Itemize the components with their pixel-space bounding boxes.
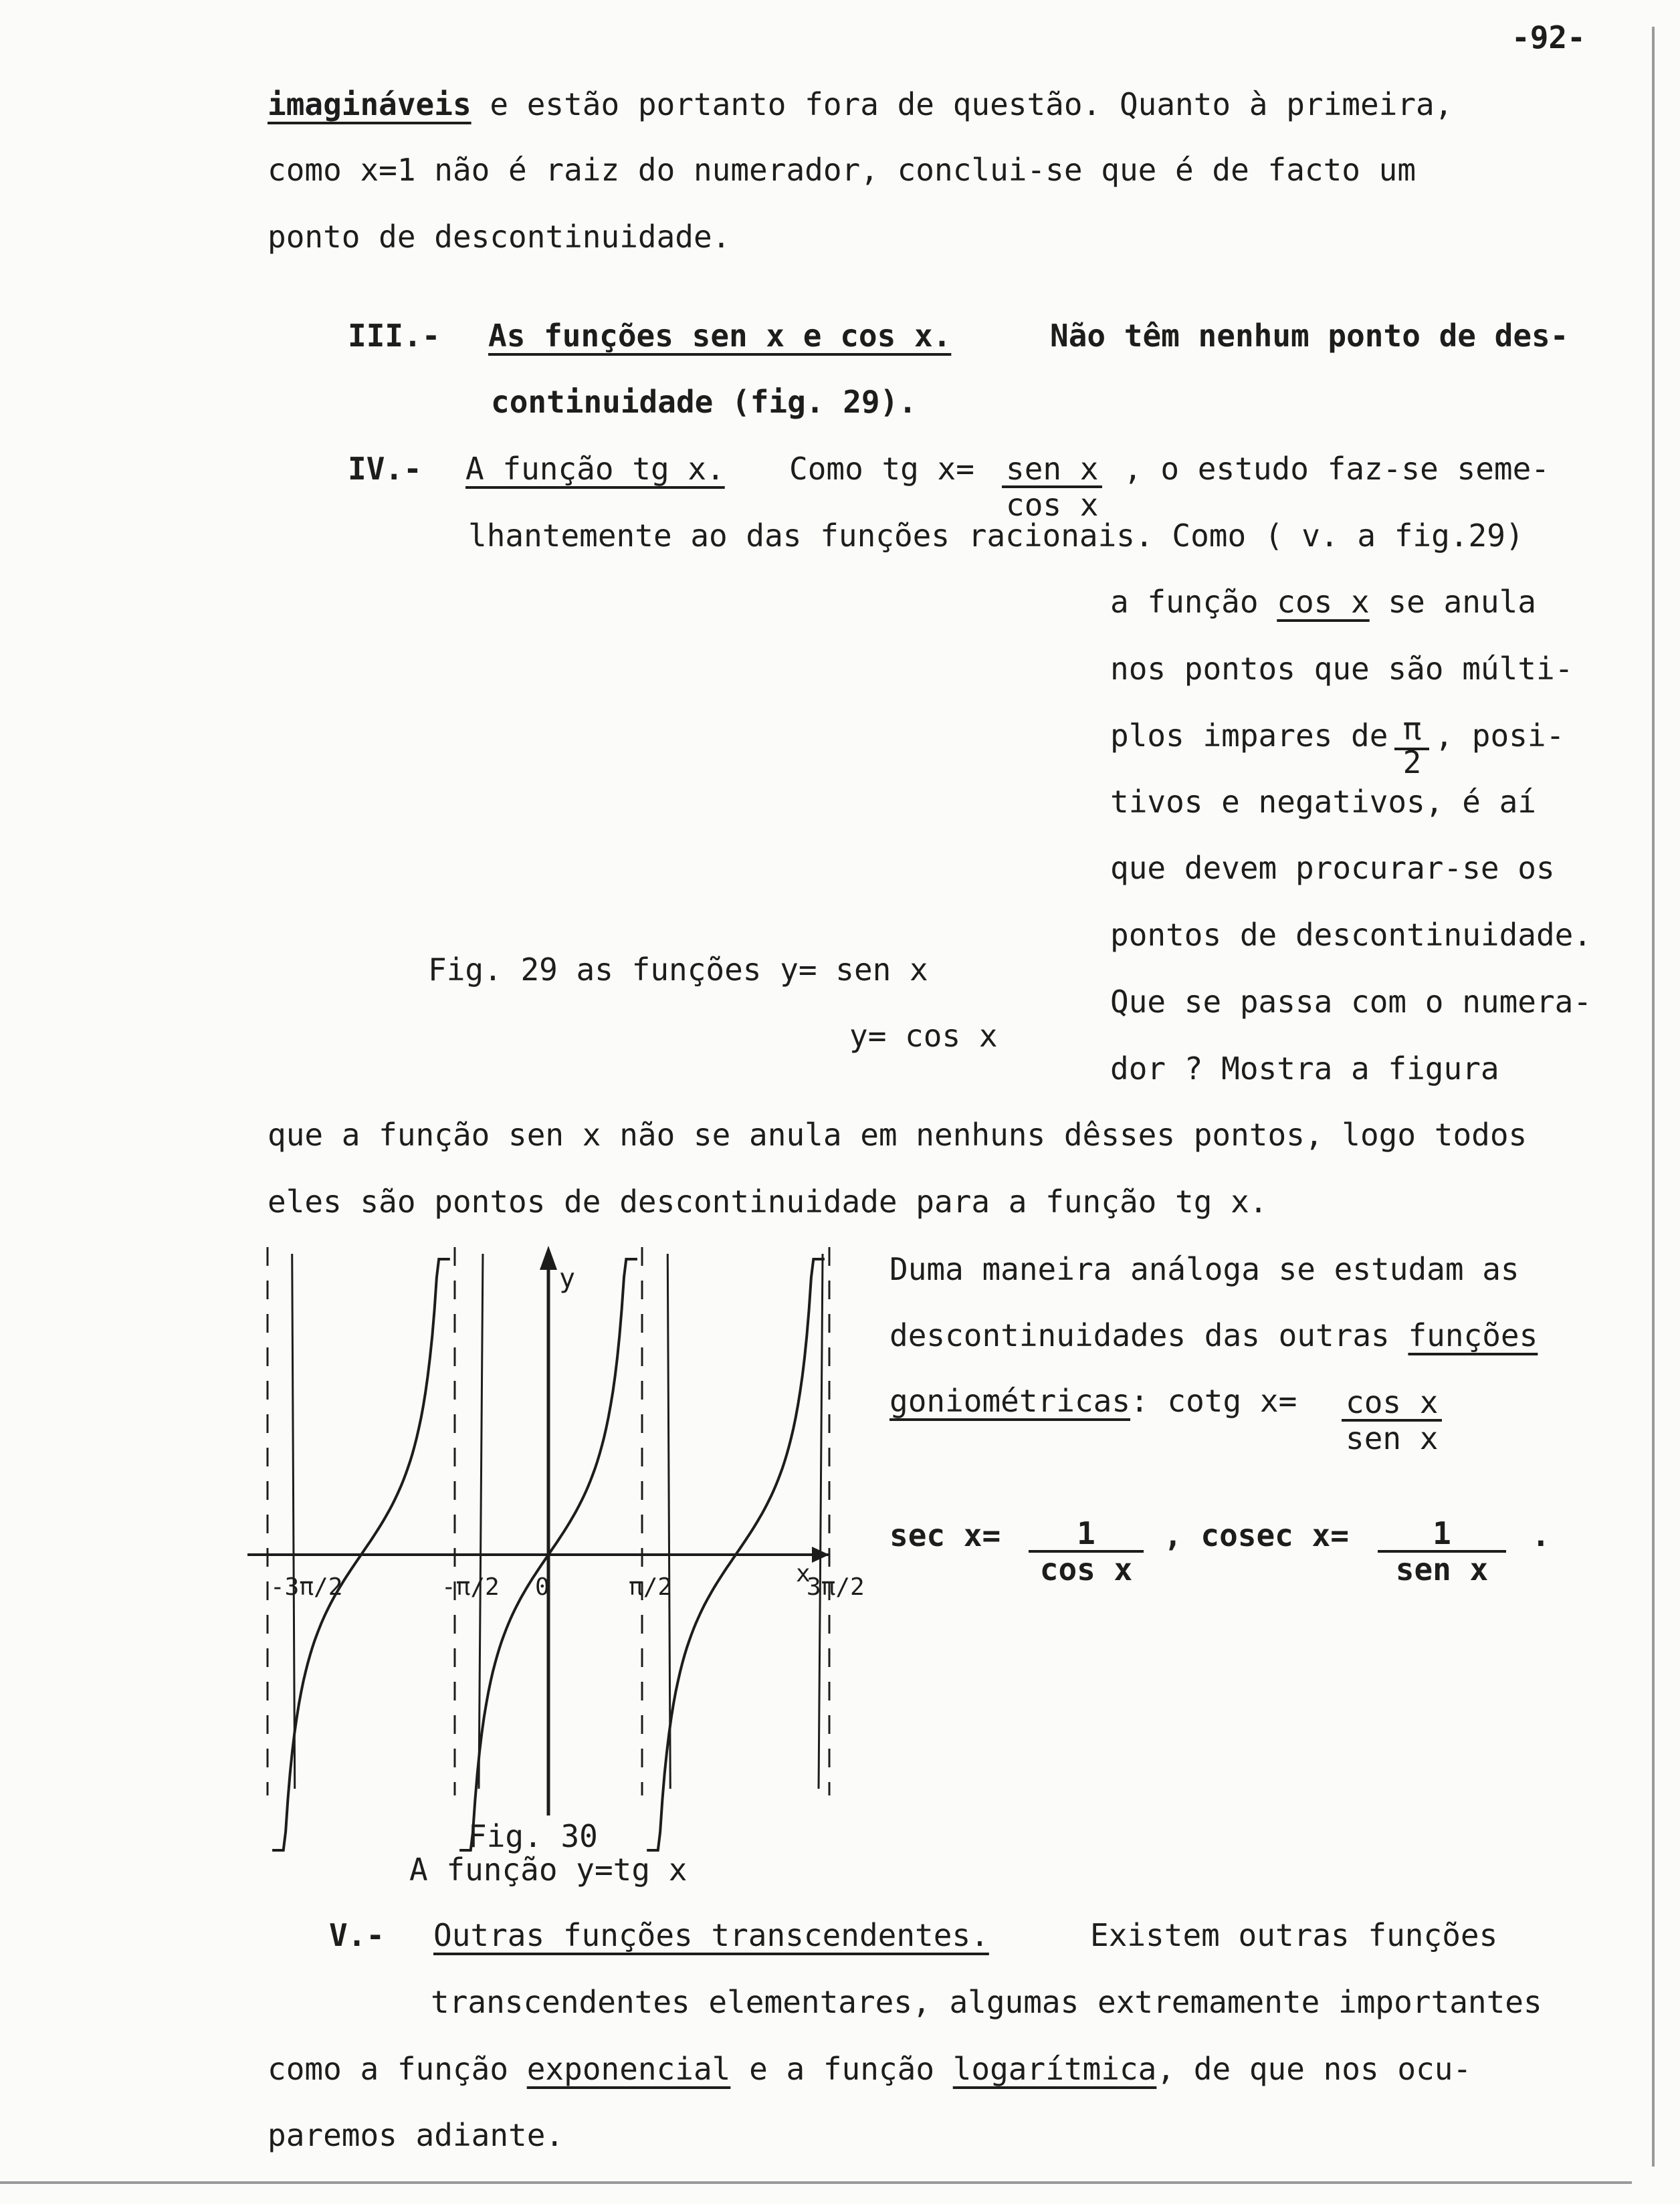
right-col-line-5: que devem procurar-se os [1110,850,1555,886]
analog-line-3 [889,1382,1297,1420]
tick-label: -3π/2 [270,1573,343,1601]
bottom-edge-line [0,2181,1632,2184]
sec-denominator: cos x [1039,1551,1133,1587]
section-v-line-4: paremos adiante. [268,2117,564,2153]
right-edge-line [1652,27,1655,2167]
section-iv-text-pre: Como tg x= [789,451,974,487]
right-col-line-2: nos pontos que são múlti- [1110,651,1574,687]
intro-line-2: como x=1 não é raiz do numerador, conclui-se que é de facto um [268,152,1416,188]
section-v-numeral: V.- [329,1917,385,1953]
intro-line-3: ponto de descontinuidade. [268,219,731,255]
analog-l2-pre: descontinuidades das outras [889,1317,1408,1353]
cont-line-1: que a função sen x não se anula em nenhuns dêsses pontos, logo todos [268,1117,1528,1153]
y-axis-label: y [559,1263,576,1294]
cotg-numerator: cos x [1342,1386,1442,1422]
fig29-caption-2: y= cos x [849,1018,998,1054]
section-v-l3-post: , de que nos ocu- [1156,2051,1472,2087]
right-col-l3-pre: plos impares de [1110,718,1388,754]
intro-line-1-rest: e estão portanto fora de questão. Quanto à primeira, [471,86,1453,122]
cotg-fraction [1342,1386,1442,1455]
right-col-l1-post: se anula [1369,584,1536,620]
tg-fraction-denominator: cos x [1006,487,1099,523]
intro-line-1 [268,86,1453,123]
cont-line-2: eles são pontos de descontinuidade para a função tg x. [268,1184,1268,1220]
tick-label: -π/2 [441,1573,500,1601]
section-v-title: Outras funções transcendentes. [433,1917,989,1953]
fig30-caption-2: A função y=tg x [409,1852,688,1888]
section-iii-numeral: III.- [348,318,441,354]
right-col-line-3 [1110,711,1565,780]
reference-line [292,1254,295,1789]
section-v-exponencial: exponencial [526,2051,731,2087]
analog-l3-post: : cotg x= [1130,1383,1297,1419]
page-number: -92- [1511,19,1586,56]
right-col-line-8: dor ? Mostra a figura [1110,1051,1499,1087]
right-col-line-1 [1110,583,1536,621]
section-v-text-1: Existem outras funções [1090,1917,1498,1953]
sec-numerator: 1 [1029,1517,1144,1553]
cotg-denominator: sen x [1346,1420,1439,1456]
analog-line-1: Duma maneira análoga se estudam as [889,1251,1519,1287]
section-v-logaritmica: logarítmica [952,2051,1157,2087]
analog-funcoes: funções [1408,1317,1538,1353]
cosec-fraction [1378,1517,1506,1586]
fig30-caption-1: Fig. 30 [468,1818,598,1854]
reference-line [667,1254,670,1789]
right-col-l3-post: , posi- [1435,718,1565,754]
pi-over-2-den: 2 [1402,744,1422,780]
analog-end: . [1532,1517,1550,1553]
reference-line [479,1254,483,1789]
section-iv-text-post: , o estudo faz-se seme- [1124,451,1550,487]
tick-label: 0 [535,1573,550,1601]
right-col-line-4: tivos e negativos, é aí [1110,784,1536,820]
section-iii-text-2: continuidade (fig. 29). [491,384,917,420]
analog-line-2 [889,1317,1538,1354]
y-axis-arrow [540,1246,557,1270]
fig29-caption-1: Fig. 29 as funções y= sen x [428,952,928,988]
tick-label: π/2 [629,1573,673,1601]
section-iii-title: As funções sen x e cos x. [488,318,952,354]
right-col-line-6: pontos de descontinuidade. [1110,917,1592,953]
sec-label: sec x= [889,1517,1001,1553]
section-v-l3-mid: e a função [730,2051,953,2087]
right-col-line-7: Que se passa com o numera- [1110,984,1592,1020]
cosec-denominator: sen x [1395,1551,1489,1587]
section-v-l3-pre: como a função [268,2051,527,2087]
section-v-line-2: transcendentes elementares, algumas extremamente importantes [431,1984,1542,2020]
right-col-l1-pre: a função [1110,584,1277,620]
tick-label: 3π/2 [807,1573,865,1601]
section-iv-line-2: lhantemente ao das funções racionais. Como ( v. a fig.29) [468,518,1524,554]
section-v-line-3 [268,2050,1471,2088]
tg-fraction [1002,452,1102,522]
right-col-cos-x: cos x [1277,584,1370,620]
sec-fraction [1029,1517,1144,1586]
pi-over-2-num: π [1394,710,1429,750]
figure-30-tangent-plot [241,1240,865,1822]
x-axis-label: x [796,1560,811,1587]
tg-fraction-numerator: sen x [1002,452,1102,488]
analog-goniometricas: goniométricas [889,1383,1131,1419]
intro-underlined-word: imagináveis [268,86,471,122]
section-iv-title: A função tg x. [465,451,725,487]
section-iii-text-1: Não têm nenhum ponto de des- [1050,318,1569,354]
cosec-numerator: 1 [1378,1517,1506,1553]
cosec-label: , cosec x= [1164,1517,1349,1553]
reference-line [819,1254,823,1789]
section-iv-numeral: IV.- [348,451,422,487]
